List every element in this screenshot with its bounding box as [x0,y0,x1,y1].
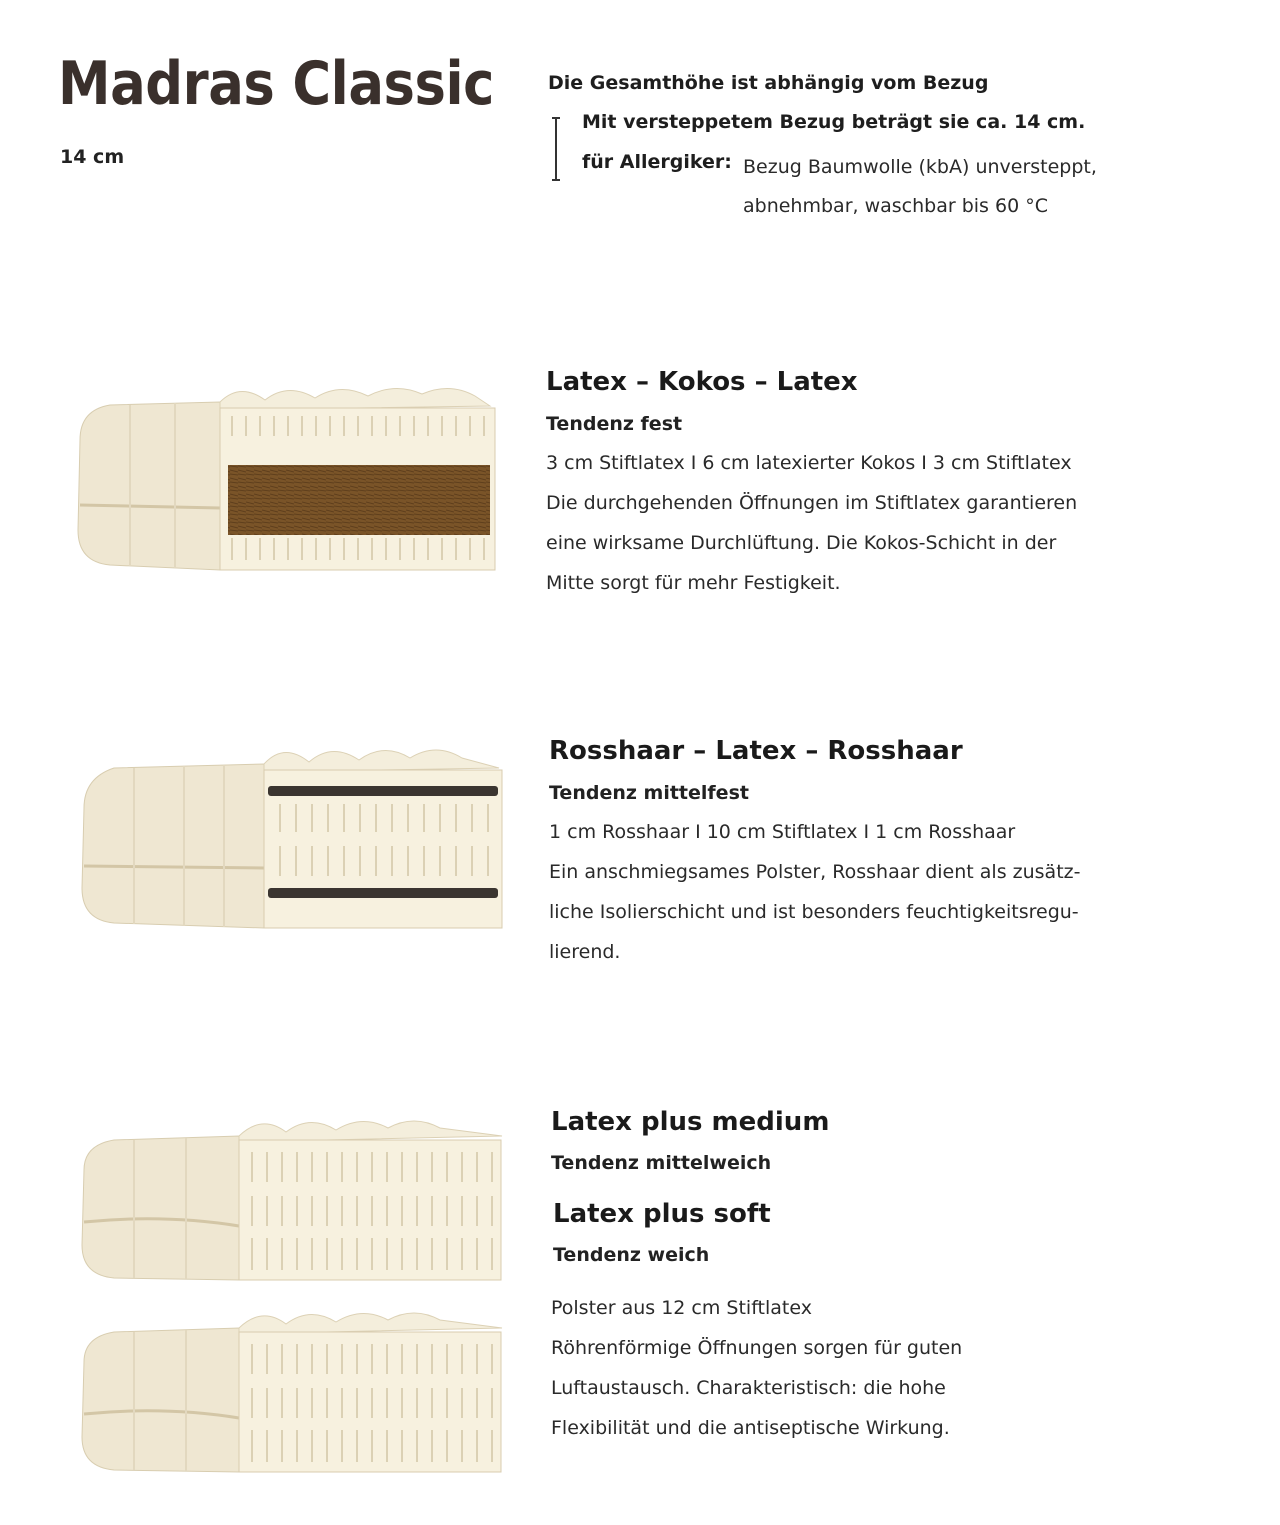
page-title: Madras Classic [58,49,495,119]
section-body-latex-plus [551,1288,1151,1448]
mattress-latex-kokos-image [70,380,510,580]
bracket-icon [552,117,560,181]
body-line: lierend. [549,941,621,963]
section-body-latex-kokos [546,443,1146,603]
body-line: Polster aus 12 cm Stiftlatex [551,1297,812,1319]
body-line: 1 cm Rosshaar I 10 cm Stiftlatex I 1 cm Rosshaar [549,821,1016,843]
body-line: 3 cm Stiftlatex I 6 cm latexierter Kokos I 3 cm Stiftlatex [546,452,1072,474]
allergy-label: für Allergiker: [582,151,732,173]
section-title-latex-kokos: Latex – Kokos – Latex [546,367,858,397]
body-line: Röhrenförmige Öffnungen sorgen für guten [551,1337,963,1359]
mattress-latex-plus-soft-image [74,1302,514,1482]
mattress-rosshaar-latex-image [74,738,514,938]
body-line: Flexibilität und die antiseptische Wirkung. [551,1417,950,1439]
section-tendency-rosshaar-latex: Tendenz mittelfest [549,782,749,804]
body-line: liche Isolierschicht und ist besonders feuchtigkeitsregu- [549,901,1079,923]
body-line: Mitte sorgt für mehr Festigkeit. [546,572,841,594]
allergy-line-2: abnehmbar, waschbar bis 60 °C [743,195,1048,217]
page-subtitle: 14 cm [60,146,125,168]
body-line: Ein anschmiegsames Polster, Rosshaar dient als zusätz- [549,861,1081,883]
body-line: Luftaustausch. Charakteristisch: die hohe [551,1377,946,1399]
section-title-latex-plus-medium: Latex plus medium [551,1107,830,1137]
height-note-heading: Die Gesamthöhe ist abhängig vom Bezug [548,72,989,94]
section-title-rosshaar-latex: Rosshaar – Latex – Rosshaar [549,736,963,766]
height-note-quilted: Mit versteppetem Bezug beträgt sie ca. 14 cm. [582,111,1086,133]
allergy-line-1: Bezug Baumwolle (kbA) unversteppt, [743,156,1097,178]
mattress-latex-plus-medium-image [74,1110,514,1290]
section-tendency-latex-plus-medium: Tendenz mittelweich [551,1152,772,1174]
allergy-text [743,148,1143,226]
body-line: Die durchgehenden Öffnungen im Stiftlatex garantieren [546,492,1078,514]
section-tendency-latex-plus-soft: Tendenz weich [553,1244,710,1266]
body-line: eine wirksame Durchlüftung. Die Kokos-Schicht in der [546,532,1057,554]
section-tendency-latex-kokos: Tendenz fest [546,413,683,435]
section-title-latex-plus-soft: Latex plus soft [553,1199,771,1229]
section-body-rosshaar-latex [549,812,1149,972]
